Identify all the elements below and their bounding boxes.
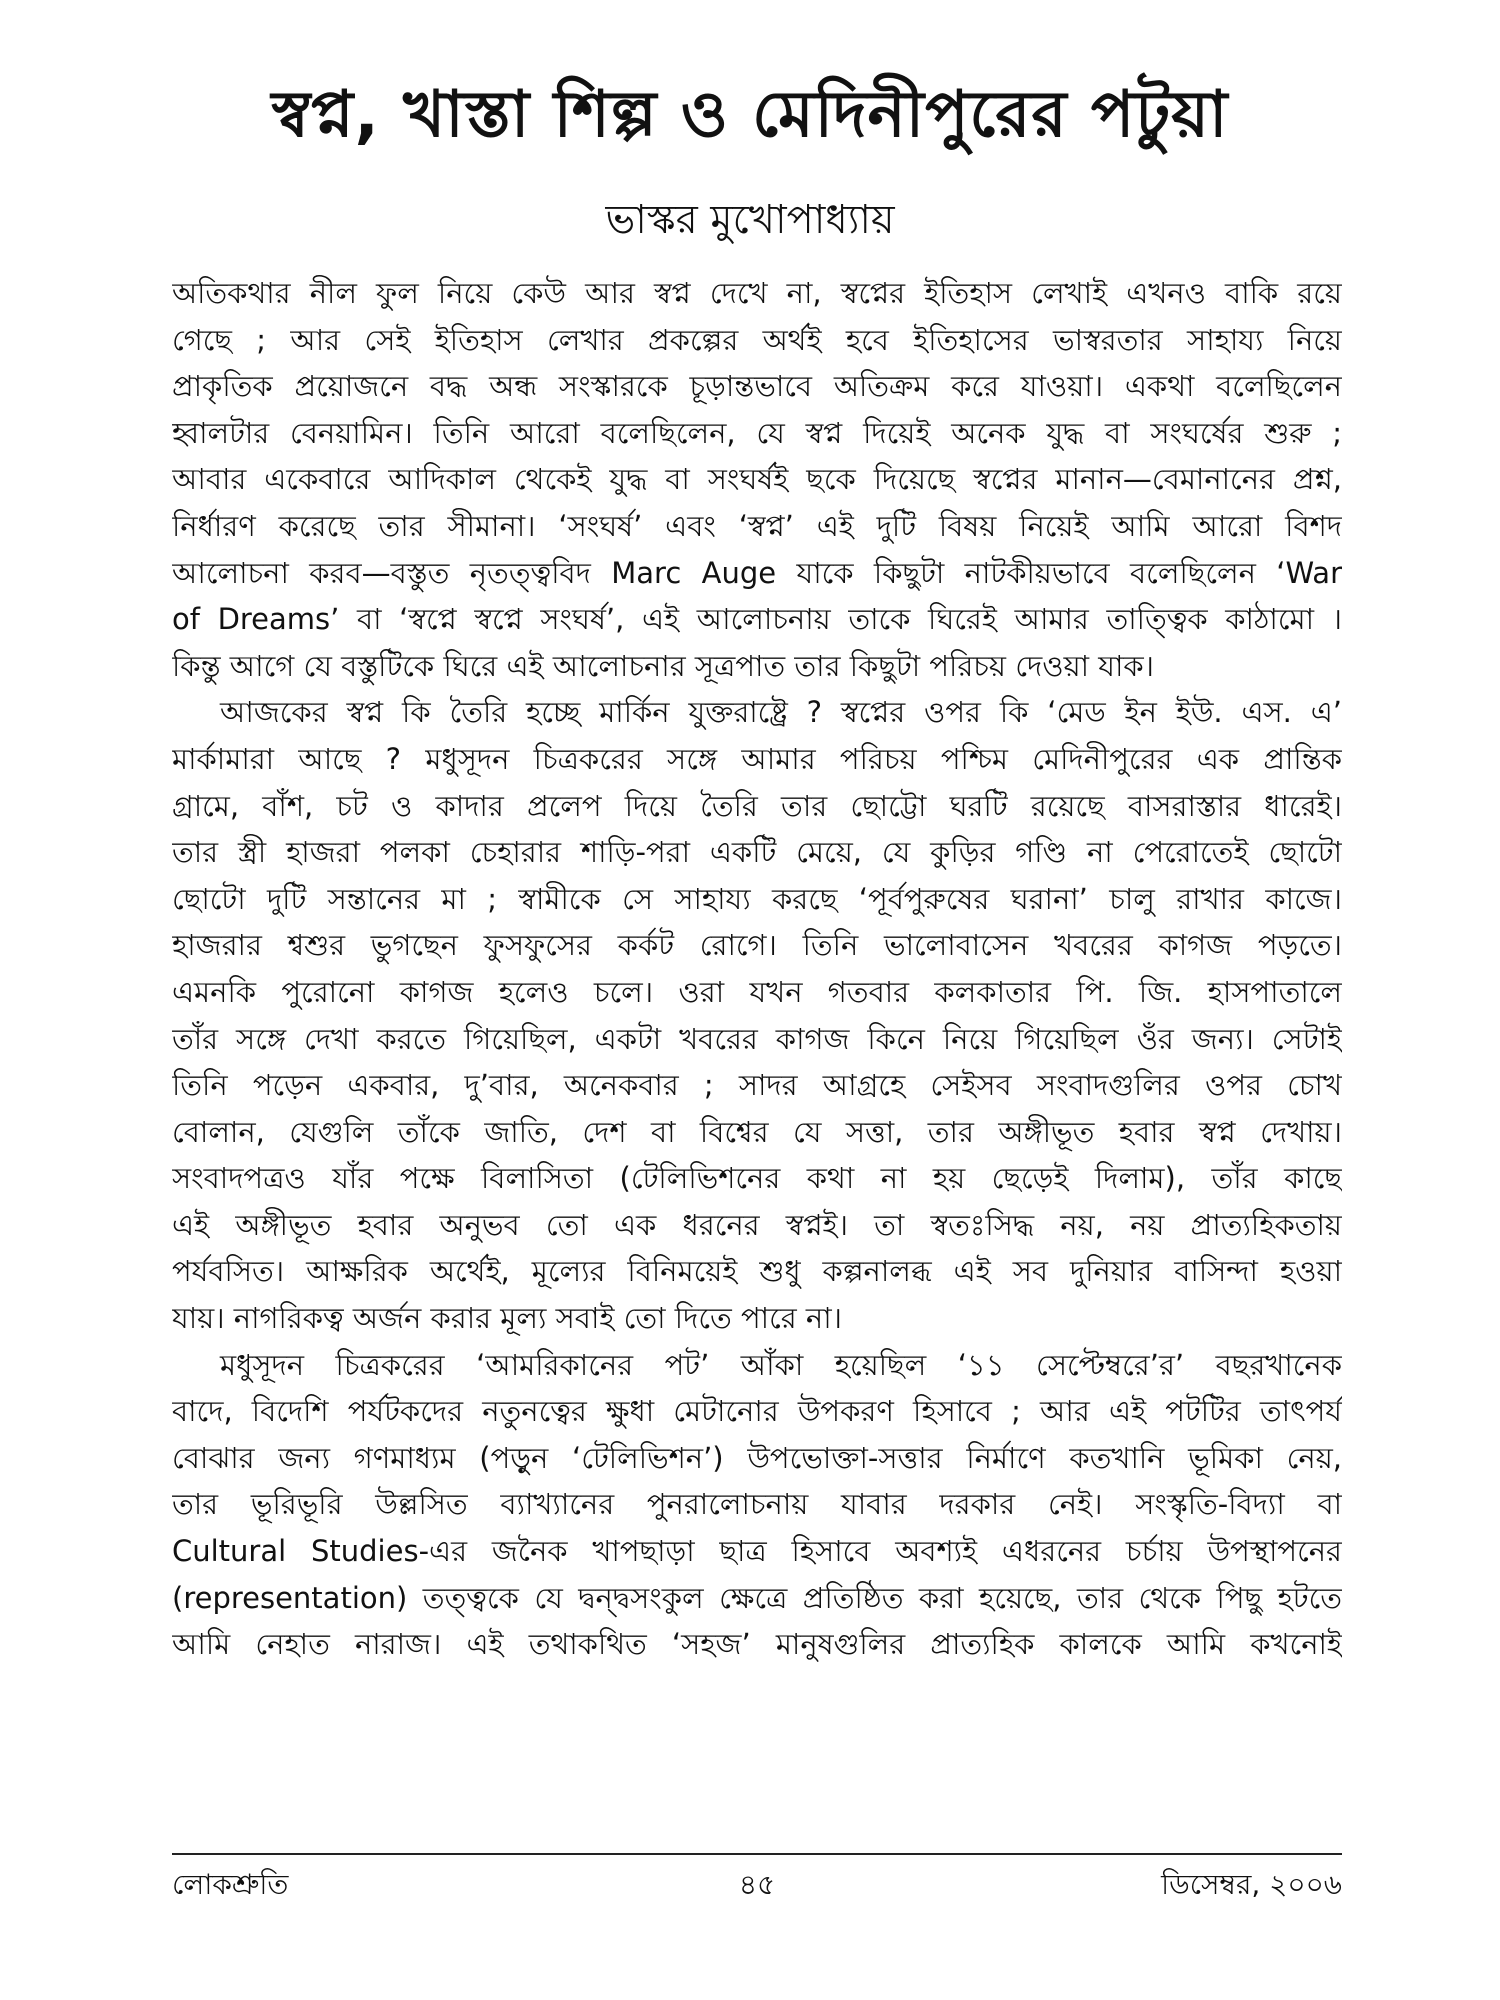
text-line: সংবাদপত্রও যাঁর পক্ষে বিলাসিতা (টেলিভিশনের কথা না হয় ছেড়েই দিলাম), তাঁর কাছে <box>172 1161 1342 1196</box>
text-line: তার ভূরিভূরি উল্লসিত ব্যাখ্যানের পুনরালোচনায় যাবার দরকার নেই। সংস্কৃতি-বিদ্যা বা <box>172 1487 1342 1522</box>
text-line: প্রাকৃতিক প্রয়োজনে বদ্ধ অন্ধ সংস্কারকে চূড়ান্তভাবে অতিক্রম করে যাওয়া। একথা বলেছিলেন <box>172 369 1342 404</box>
text-line: গ্রামে, বাঁশ, চট ও কাদার প্রলেপ দিয়ে তৈরি তার ছোট্টো ঘরটি রয়েছে বাসরাস্তার ধারেই। <box>172 788 1342 823</box>
footer-journal-name: লোকশ্রুতি <box>172 1868 289 1901</box>
text-line: আমি নেহাত নারাজ। এই তথাকথিত ‘সহজ’ মানুষগুলির প্রাত্যহিক কালকে আমি কখনোই <box>172 1627 1342 1662</box>
text-line: নির্ধারণ করেছে তার সীমানা। ‘সংঘর্ষ’ এবং ‘স্বপ্ন’ এই দুটি বিষয় নিয়েই আমি আরো বিশদ <box>172 508 1342 543</box>
text-line: হ্বালটার বেনয়ামিন। তিনি আরো বলেছিলেন, যে স্বপ্ন দিয়েই অনেক যুদ্ধ বা সংঘর্ষের শুরু ; <box>172 415 1342 450</box>
text-line: মার্কামারা আছে ? মধুসূদন চিত্রকরের সঙ্গে আমার পরিচয় পশ্চিম মেদিনীপুরের এক প্রান্তিক <box>172 741 1342 776</box>
text-line: অতিকথার নীল ফুল নিয়ে কেউ আর স্বপ্ন দেখে না, স্বপ্নের ইতিহাস লেখাই এখনও বাকি রয়ে <box>172 276 1342 310</box>
article-author: ভাস্কর মুখোপাধ্যায় <box>605 197 895 243</box>
article-title: স্বপ্ন, খাস্তা শিল্প ও মেদিনীপুরের পটুয়া <box>271 78 1229 152</box>
text-line: বোলান, যেগুলি তাঁকে জাতি, দেশ বা বিশ্বের যে সত্তা, তার অঙ্গীভূত হবার স্বপ্ন দেখায়। <box>172 1114 1342 1149</box>
article-body <box>172 270 1342 1668</box>
text-line: ছোটো দুটি সন্তানের মা ; স্বামীকে সে সাহায্য করছে ‘পূর্বপুরুষের ঘরানা’ চালু রাখার কাজে। <box>172 881 1342 916</box>
text-line: এই অঙ্গীভূত হবার অনুভব তো এক ধরনের স্বপ্নই। তা স্বতঃসিদ্ধ নয়, নয় প্রাত্যহিকতায় <box>172 1207 1342 1242</box>
text-line: মধুসূদন চিত্রকরের ‘আমরিকানের পট’ আঁকা হয়েছিল ‘১১ সেপ্টেম্বরে’র’ বছরখানেক <box>220 1347 1342 1382</box>
text-line: বাদে, বিদেশি পর্যটকদের নতুনত্বের ক্ষুধা মেটানোর উপকরণ হিসাবে ; আর এই পটটির তাৎপর্য <box>172 1394 1342 1429</box>
footer-date: ডিসেম্বর, ২০০৬ <box>1161 1868 1342 1901</box>
text-line: (representation) তত্ত্বকে যে দ্বন্দ্বসংকুল ক্ষেত্রে প্রতিষ্ঠিত করা হয়েছে, তার থেকে পিছু হটতে <box>172 1580 1342 1615</box>
text-line: তার স্ত্রী হাজরা পলকা চেহারার শাড়ি-পরা একটি মেয়ে, যে কুড়ির গণ্ডি না পেরোতেই ছোটো <box>172 835 1342 870</box>
text-line: গেছে ; আর সেই ইতিহাস লেখার প্রকল্পের অর্থই হবে ইতিহাসের ভাস্বরতার সাহায্য নিয়ে <box>172 322 1342 357</box>
text-line: হাজরার শ্বশুর ভুগছেন ফুসফুসের কর্কট রোগে। তিনি ভালোবাসেন খবরের কাগজ পড়তে। <box>172 928 1342 963</box>
footer-page-number: ৪৫ <box>738 1868 776 1901</box>
text-line: আজকের স্বপ্ন কি তৈরি হচ্ছে মার্কিন যুক্তরাষ্ট্রে ? স্বপ্নের ওপর কি ‘মেড ইন ইউ. এস. এ’ <box>220 695 1342 730</box>
text-line: of Dreams’ বা ‘স্বপ্নে স্বপ্নে সংঘর্ষ’, এই আলোচনায় তাকে ঘিরেই আমার তাত্ত্বিক কাঠামো । <box>172 602 1342 637</box>
text-line: যায়। নাগরিকত্ব অর্জন করার মূল্য সবাই তো দিতে পারে না। <box>172 1301 842 1336</box>
text-line: বোঝার জন্য গণমাধ্যম (পড়ুন ‘টেলিভিশন’) উপভোক্তা-সত্তার নির্মাণে কতখানি ভূমিকা নেয়, <box>172 1440 1342 1475</box>
text-line: এমনকি পুরোনো কাগজ হলেও চলে। ওরা যখন গতবার কলকাতার পি. জি. হাসপাতালে <box>172 974 1342 1009</box>
text-line: কিন্তু আগে যে বস্তুটিকে ঘিরে এই আলোচনার সূত্রপাত তার কিছুটা পরিচয় দেওয়া যাক। <box>172 648 1155 683</box>
text-line: পর্যবসিত। আক্ষরিক অর্থেই, মূল্যের বিনিময়েই শুধু কল্পনালব্ধ এই সব দুনিয়ার বাসিন্দা হওয়া <box>172 1254 1342 1289</box>
text-line: তিনি পড়েন একবার, দু’বার, অনেকবার ; সাদর আগ্রহে সেইসব সংবাদগুলির ওপর চোখ <box>172 1068 1342 1103</box>
page-footer <box>172 1865 1342 1905</box>
text-line: আবার একেবারে আদিকাল থেকেই যুদ্ধ বা সংঘর্ষই ছকে দিয়েছে স্বপ্নের মানান—বেমানানের প্রশ্ন, <box>172 462 1342 497</box>
text-line: তাঁর সঙ্গে দেখা করতে গিয়েছিল, একটা খবরের কাগজ কিনে নিয়ে গিয়েছিল ওঁর জন্য। সেটাই <box>172 1021 1342 1056</box>
text-line: Cultural Studies-এর জনৈক খাপছাড়া ছাত্র হিসাবে অবশ্যই এধরনের চর্চায় উপস্থাপনের <box>172 1534 1342 1569</box>
footer-divider <box>172 1853 1342 1855</box>
text-line: আলোচনা করব—বস্তুত নৃতত্ত্ববিদ Marc Auge যাকে কিছুটা নাটকীয়ভাবে বলেছিলেন ‘War <box>172 555 1342 590</box>
